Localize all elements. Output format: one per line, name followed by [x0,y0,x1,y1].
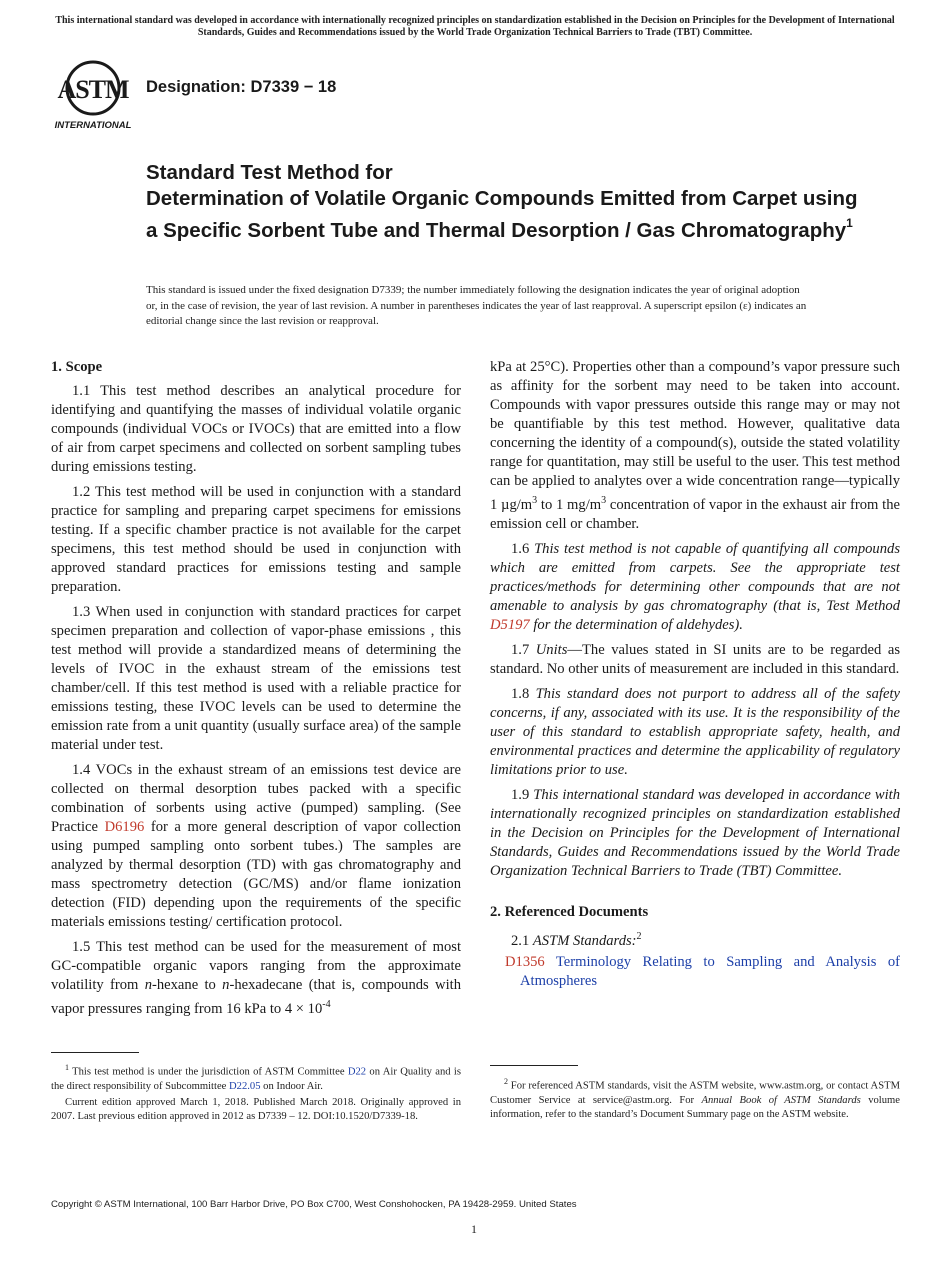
para-1-5-text-a: 1.5 This test method can be used for the measurement of most GC-compatible organic vapors ranging from the approximate volatility from [51,939,461,993]
footnote-2-italic: Annual Book of ASTM Standards [701,1094,861,1106]
svg-text:INTERNATIONAL: INTERNATIONAL [54,120,132,131]
para-1-5 [51,938,461,1019]
para-1-4-text-b: for a more general description of vapor collection using pumped sampling onto sorbent tubes.) The samples are analyzed by thermal desorption (TD) with gas chromatography and mass spectrometry detection (GC/MS) and/or flame ionization detection (FID) depending upon the requirements of the specific materials emissions testing/ certification protocol. [51,819,461,930]
document-title [146,160,866,244]
para-1-6-text-b: for the determination of aldehydes). [529,616,743,633]
footnote-1-para-1 [51,1061,461,1094]
title-main: Determination of Volatile Organic Compounds Emitted from Carpet using a Specific Sorbent Tube and Thermal Desorption / Gas Chromatography [146,187,858,242]
section-2-heading: 2. Referenced Documents [490,903,649,920]
para-1-5-continued [490,358,900,534]
para-1-7 [490,641,900,679]
para-1-5-cont-a: kPa at 25°C). Properties other than a compound’s vapor pressure such as affinity for the sorbent may need to be taken into account. Compounds with vapor pressures outside this range may or may not be quantifiable by this test method. However, qualitative data concerning the identity of a compound(s), outside the stated volatility range for quantitation, may still be useful to the user. This test method can be applied to analytes over a wide concentration range—typically 1 µg/m [490,359,900,513]
para-1-5-sup-2: 3 [601,495,607,506]
designation: Designation: D7339 − 18 [146,78,337,96]
link-d1356-code[interactable]: D1356 [505,953,545,970]
para-1-7-text: —The values stated in SI units are to be regarded as standard. No other units of measurement are included in this standard. [490,641,900,677]
footnote-2-mark: 2 [504,1077,508,1086]
footnote-1-mark: 1 [65,1063,69,1072]
para-1-7-number: 1.7 [511,641,536,658]
issued-note: This standard is issued under the fixed designation D7339; the number immediately following the designation indicates the year of original adoption or, in the case of revision, the year of last revision. A number in parentheses indicates the year of last reapproval. A superscript epsilon (ε) indicates an editorial change since the last revision or reapproval. [146,284,807,327]
footnote-1 [51,1061,461,1126]
para-1-1: 1.1 This test method describes an analytical procedure for identifying and quantifying the masses of individual volatile organic compounds (individual VOCs or IVOCs) that are emitted into a flow of air from carpet specimens and collected on sorbent sampling tubes during emissions testing. [51,383,461,475]
para-1-2: 1.2 This test method will be used in conjunction with a standard practice for sampling and preparing carpet specimens for emissions testing. If a specific chamber practice is not available for the carpet specimens, this test method should be used in conjunction with approved standard practices for emissions testing and sample preparation. [51,484,461,595]
astm-logo [52,58,134,132]
footnote-1-para-2: Current edition approved March 1, 2018. Published March 2018. Originally approved in 2007. Last previous edition approved in 2012 as D7339 – 12. DOI:10.1520/D7339-18. [51,1096,461,1122]
title-line-2 [146,186,866,244]
para-1-5-text-b: -hexane to [152,977,223,993]
copyright-line: Copyright © ASTM International, 100 Barr Harbor Drive, PO Box C700, West Conshohocken, PA 19428-2959. United States [51,1199,577,1210]
para-1-5-n2: n [222,977,230,993]
link-d6196[interactable]: D6196 [104,819,145,835]
para-2-1-number: 2.1 [511,932,533,949]
link-d5197[interactable]: D5197 [490,616,530,633]
para-1-5-n1: n [144,977,152,993]
para-1-5-cont-c: concentration of vapor in the exhaust air from the emission cell or chamber. [490,496,900,532]
para-1-9 [490,786,900,881]
link-d22-05[interactable]: D22.05 [229,1080,261,1092]
page-number: 1 [471,1222,477,1236]
para-1-5-sup-1: 3 [532,495,538,506]
right-column [490,358,900,997]
tbt-notice: This international standard was developed in accordance with internationally recognized principles on standardization established in the Decision on Principles for the Development of International Standards, Guides and Recommendations issued by the World Trade Organization Technical Barriers to Trade (TBT) Committee. [55,15,895,38]
svg-text:ASTM: ASTM [57,75,129,104]
link-d1356-title[interactable]: Terminology Relating to Sampling and Analysis of Atmospheres [520,953,900,989]
para-1-4-text-a: 1.4 VOCs in the exhaust stream of an emissions test device are collected on thermal desorption tubes packed with a specific combination of sorbents using active (pumped) sampling. (See Practice [51,762,461,835]
para-1-6 [490,540,900,635]
para-1-5-cont-b: to 1 mg/m [537,496,602,513]
title-footnote-mark: 1 [846,216,853,230]
link-d22[interactable]: D22 [347,1066,367,1078]
footnote-2-text-b: volume information, refer to the standard’s Document Summary page on the ASTM website. [490,1094,900,1120]
footnote-rule-right [490,1065,578,1066]
para-1-9-number: 1.9 [511,786,534,803]
para-1-3: 1.3 When used in conjunction with standard practices for carpet specimen preparation and collection of vapor-phase emissions , this test method will provide a standardized means of determining the levels of IVOC in the exhaust stream of the emissions test chamber/cell. If this test method is used with a reliable practice for emissions testing, these IVOC levels can be used to determine the emission rate from a unit quantity (usually surface area) of the sample material under test. [51,604,461,753]
para-2-1-sup: 2 [636,930,642,942]
reference-d1356 [490,953,900,991]
footnote-2 [490,1075,900,1124]
para-1-8-number: 1.8 [511,685,536,702]
footnote-1-text-c: on Indoor Air. [260,1080,323,1092]
footnote-2-text-a: For referenced ASTM standards, visit the ASTM website, www.astm.org, or contact ASTM Customer Service at service@astm.org. For [490,1080,900,1106]
para-1-8-text: This standard does not purport to address all of the safety concerns, if any, associated with its use. It is the responsibility of the user of this standard to establish appropriate safety, health, and environmental practices and determine the applicability of regulatory limitations prior to use. [490,685,900,778]
para-2-1-label: ASTM Standards: [532,932,637,949]
para-1-5-exponent: -4 [322,999,331,1010]
footnote-1-text-b: on Air Quality and is the direct responsibility of Subcommittee [51,1066,461,1092]
para-1-4 [51,761,461,932]
para-1-5-text-c: -hexadecane (that is, compounds with vapor pressures ranging from 16 kPa to 4 × 10 [51,977,461,1017]
para-1-7-label: Units [535,641,568,658]
footnote-rule-left [51,1052,139,1053]
section-1-heading: 1. Scope [51,359,103,375]
para-1-6-number: 1.6 [511,540,535,557]
footnote-2-para [490,1075,900,1122]
para-1-6-text-a: This test method is not capable of quantifying all compounds which are emitted from carpets. See the appropriate test practices/methods for determining other compounds that are not amenable to analysis by gas chromatography (that is, Test Method [490,540,900,614]
para-2-1 [490,927,900,951]
para-1-6-italic [490,541,900,633]
left-column [51,358,461,1025]
title-line-1: Standard Test Method for [146,161,393,184]
para-1-9-text: This international standard was developed in accordance with internationally recognized principles on standardization established in the Decision on Principles for the Development of International Standards, Guides and Recommendations issued by the World Trade Organization Technical Barriers to Trade (TBT) Committee. [490,786,901,879]
footnote-1-text-a: This test method is under the jurisdiction of ASTM Committee [69,1066,348,1078]
para-1-8 [490,685,900,780]
